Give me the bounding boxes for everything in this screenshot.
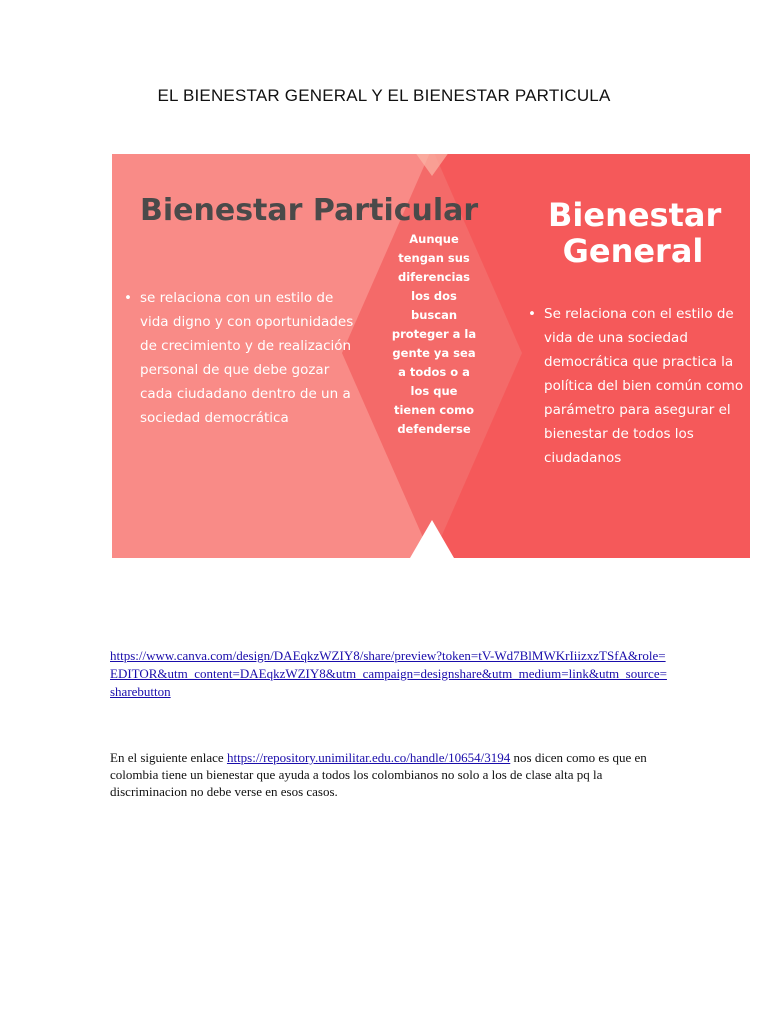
- canva-link-block: [110, 647, 670, 701]
- body-paragraph: [110, 749, 680, 800]
- paragraph-intro: En el siguiente enlace: [110, 750, 227, 765]
- right-panel-title: Bienestar General: [548, 196, 722, 270]
- page-title: EL BIENESTAR GENERAL Y EL BIENESTAR PARTICULA: [157, 86, 611, 105]
- center-diamond-text: Aunque tengan sus diferencias los dos buscan proteger a la gente ya sea a todos o a los que tienen como defenderse: [391, 232, 477, 436]
- left-panel-title: Bienestar Particular: [140, 193, 479, 228]
- infographic-image: [112, 148, 750, 558]
- canva-share-link[interactable]: https://www.canva.com/design/DAEqkzWZIY8/share/preview?token=tV-Wd7BlMWKrIiizxzTSfA&role=EDITOR&utm_content=DAEqkzWZIY8&utm_campaign=designshare&utm_medium=link&utm_source=sharebutton: [110, 648, 667, 699]
- paragraph-body: nos dicen como es que en colombia tiene un bienestar que ayuda a todos los colombianos no solo a los de clase alta pq la discriminacion no debe verse en esos casos.: [110, 750, 647, 799]
- left-panel-bullet: [122, 286, 362, 430]
- left-bullet-text: se relaciona con un estilo de vida digno y con oportunidades de crecimiento y de realización personal de que debe gozar cada ciudadano dentro de un a sociedad democrática: [140, 290, 354, 426]
- bullet-icon: •: [124, 290, 132, 306]
- right-panel-bullet: [526, 302, 750, 470]
- right-bullet-text: Se relaciona con el estilo de vida de una sociedad democrática que practica la política del bien común como parámetro para asegurar el bienestar de todos los ciudadanos: [544, 306, 744, 466]
- repository-link[interactable]: https://repository.unimilitar.edu.co/handle/10654/3194: [226, 750, 511, 765]
- bullet-icon: •: [528, 306, 536, 322]
